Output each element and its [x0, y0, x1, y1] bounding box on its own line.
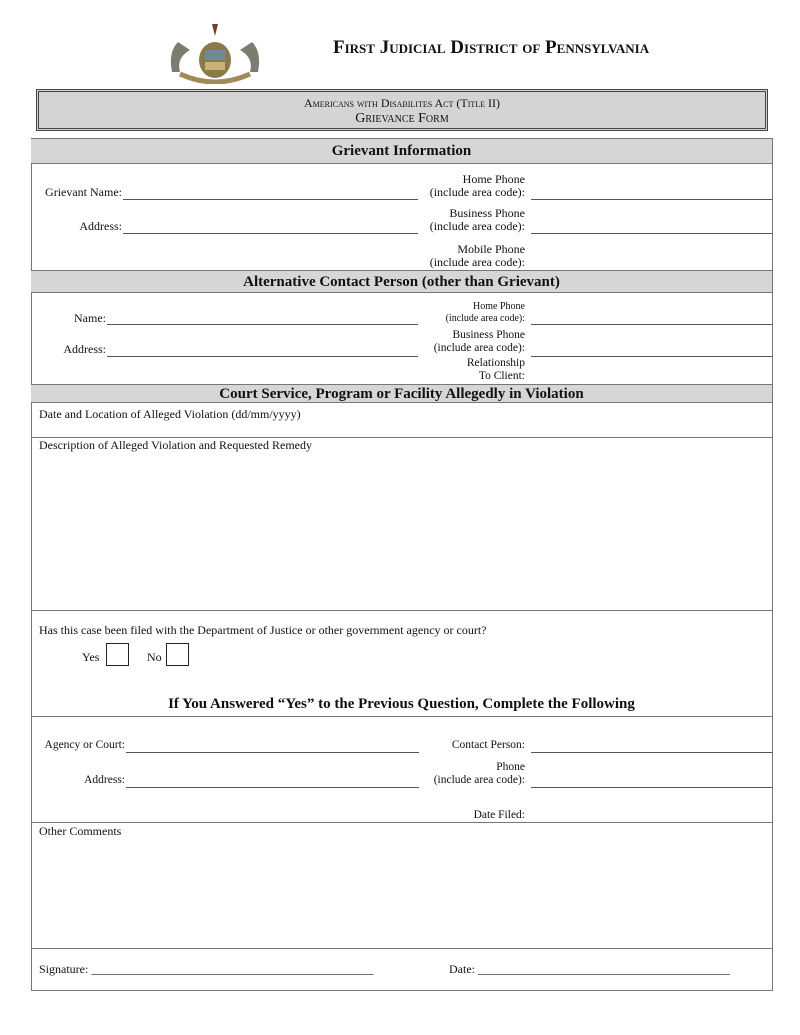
business-phone-sublabel: (include area code): [429, 219, 525, 233]
alt-home-phone-field[interactable] [531, 324, 772, 325]
alt-home-phone-sublabel: (include area code): [445, 313, 525, 324]
contact-label: Contact Person: [451, 739, 525, 751]
filing-phone-sublabel: (include area code): [433, 774, 525, 786]
relationship-label: Relationship [466, 357, 525, 369]
no-label: No [147, 650, 162, 664]
alt-address-label: Address: [63, 342, 106, 356]
relationship-sublabel: To Client: [478, 370, 525, 382]
grievant-home-phone-field[interactable] [531, 199, 772, 200]
coat-of-arms-logo [160, 22, 270, 84]
followup-heading: If You Answered “Yes” to the Previous Question, Complete the Following [168, 696, 635, 712]
alt-business-phone-field[interactable] [531, 356, 772, 357]
yes-label: Yes [82, 650, 100, 664]
agency-field[interactable] [126, 752, 419, 753]
filing-address-label: Address: [84, 774, 125, 786]
other-comments-label: Other Comments [39, 824, 122, 838]
form-title: Grievance Form [355, 111, 449, 126]
form-title-box [36, 89, 768, 131]
grievant-name-field[interactable] [123, 199, 418, 200]
section-header-alternative: Alternative Contact Person (other than Grievant) [31, 270, 772, 293]
date-filed-label: Date Filed: [473, 809, 525, 821]
signature-field[interactable]: _______________________________________________ [91, 962, 374, 976]
grievant-address-field[interactable] [123, 233, 418, 234]
alt-name-field[interactable] [107, 324, 418, 325]
contact-field[interactable] [531, 752, 772, 753]
alt-address-field[interactable] [107, 356, 418, 357]
business-phone-label: Business Phone [449, 206, 525, 220]
description-label: Description of Alleged Violation and Requested Remedy [39, 438, 312, 452]
alt-home-phone-label: Home Phone [473, 301, 525, 312]
section-header-violation: Court Service, Program or Facility Allegedly in Violation [31, 384, 772, 403]
form-subtitle: Americans with Disabilites Act (Title II) [303, 96, 501, 110]
signature-row[interactable] [39, 963, 373, 976]
filing-address-field[interactable] [126, 787, 419, 788]
alt-business-phone-label: Business Phone [452, 329, 525, 341]
home-phone-sublabel: (include area code): [429, 185, 525, 199]
home-phone-label: Home Phone [462, 172, 525, 186]
filing-phone-label: Phone [496, 761, 525, 773]
grievant-address-label: Address: [79, 219, 122, 233]
mobile-phone-label: Mobile Phone [457, 242, 525, 256]
page-title: First Judicial District of Pennsylvania [333, 37, 650, 58]
grievant-business-phone-field[interactable] [531, 233, 772, 234]
date-row[interactable] [449, 963, 730, 976]
grievant-name-label: Grievant Name: [45, 185, 122, 199]
agency-label: Agency or Court: [44, 739, 125, 751]
date-label: Date: [449, 962, 478, 976]
date-location-label: Date and Location of Alleged Violation (dd/mm/yyyy) [39, 407, 301, 421]
section-header-grievant: Grievant Information [31, 138, 772, 164]
no-checkbox[interactable] [166, 643, 189, 666]
signature-label: Signature: [39, 962, 92, 976]
mobile-phone-sublabel: (include area code): [429, 255, 525, 269]
alt-business-phone-sublabel: (include area code): [433, 342, 525, 354]
date-field[interactable]: __________________________________________ [478, 962, 730, 976]
filed-question: Has this case been filed with the Department of Justice or other government agency or court? [39, 623, 487, 637]
alt-name-label: Name: [74, 311, 106, 325]
filing-phone-field[interactable] [531, 787, 772, 788]
yes-checkbox[interactable] [106, 643, 129, 666]
